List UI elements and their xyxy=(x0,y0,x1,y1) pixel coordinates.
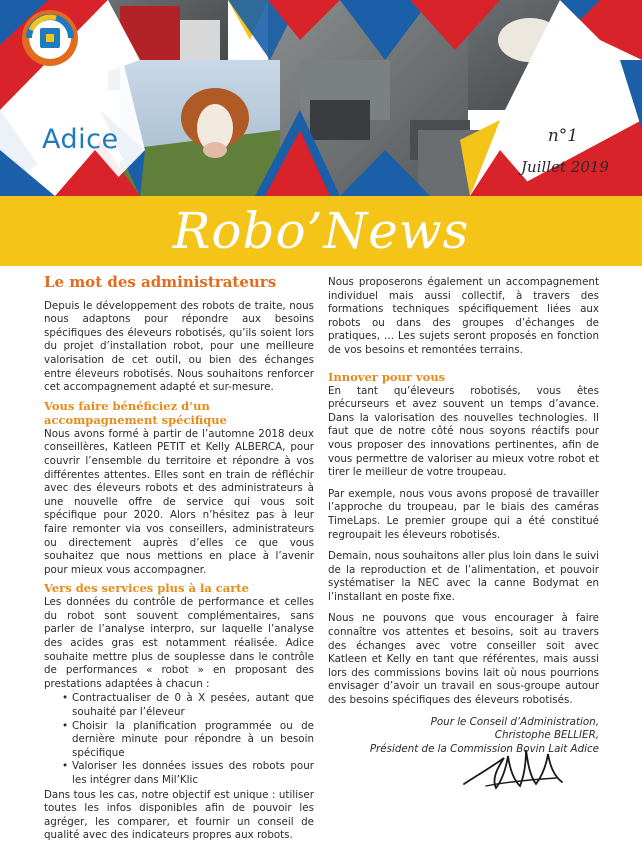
page-title: Le mot des administrateurs xyxy=(44,273,277,291)
closing-paragraph: Dans tous les cas, notre objectif est unique : utiliser toutes les infos disponibles afin de pouvoir les agréger, les comparer, et fournir un conseil de qualité avec des indicateurs propres aux robots. xyxy=(44,788,314,842)
right-column xyxy=(328,276,599,756)
logo-wordmark: Adice xyxy=(42,124,119,155)
intro-paragraph: Depuis le développement des robots de traite, nous nous adaptons pour répondre aux besoins spécifiques des éleveurs robotisés, qu’ils soient lors du projet d’installation robot, pour une meilleure valorisation de cet outil, ou bien des échanges entre éleveurs robotisés. Nous souhaitons renforcer cet accompagnement adapté et sur-mesure. xyxy=(44,299,314,394)
issue-date: Juillet 2019 xyxy=(521,158,609,176)
accompaniment-paragraph: Nous avons formé à partir de l’automne 2018 deux conseillères, Katleen PETIT et Kelly ALBERCA, pour couvrir l’ensemble du territoire et répondre à vos différentes attentes. Elles sont en train de réfléchir avec des éleveurs robots et des administrateurs à une nouvelle offre de service qui vous soit spécifique pour 2020. Alors n’hésitez pas à leur faire remonter via vos conseillers, administrateurs ou directement auprès d’elles ce que vous souhaitez que nous mettions en place à l’avenir pour mieux vous accompagner. xyxy=(44,427,314,576)
signature-role: Président de la Commission Bovin Lait Adice xyxy=(369,742,599,755)
photo-cow-field xyxy=(120,60,280,196)
encouragement-paragraph: Nous ne pouvons que vous encourager à faire connaître vos attentes et besoins, soit au travers des échanges avec votre conseiller soit avec Katleen et Kelly en tant que référentes, mais aussi lors des commissions bovins lait où nous pourrions envisager d’avoir un travail en sous-groupe autour des besoins spécifiques des éleveurs robotisés. xyxy=(328,612,599,707)
header-mosaic xyxy=(0,0,642,196)
newsletter-title: Robo’News xyxy=(172,202,470,260)
section-title-accompaniment: Vous faire bénéficiez d’un accompagnement spécifique xyxy=(44,398,227,427)
services-list xyxy=(44,692,314,787)
section-title-innovation: Innover pour vous xyxy=(328,369,446,384)
innovation-paragraph: En tant qu’éleveurs robotisés, vous êtes précurseurs et avez souvent un temps d’avance. Dans la valorisation des nouvelles technologies. Il faut que de notre côté nous soyons réactifs pour vous proposer des innovations pertinentes, afin de vous permettre de valoriser au mieux votre robot et tirer le meilleur de votre troupeau. xyxy=(328,384,599,479)
title-banner xyxy=(0,196,642,266)
issue-number: n°1 xyxy=(547,126,579,146)
adice-logo-icon xyxy=(0,0,100,100)
list-item: • Valoriser les données issues des robots pour les intégrer dans Mil’Klic xyxy=(44,760,314,787)
list-item: • Contractualiser de 0 à X pesées, autant que souhaité par l’éleveur xyxy=(44,692,314,719)
signature-line: Pour le Conseil d’Administration, xyxy=(430,715,599,728)
training-paragraph: Nous proposerons également un accompagnement individuel mais aussi collectif, à travers des formations techniques spécifiquement liées aux robots ou dans des groupes d’échanges de pratiques, … Les sujets seront proposés en fonction de vos besoins et remontées terrains. xyxy=(328,276,599,356)
timelaps-paragraph: Par exemple, nous vous avons proposé de travailler l’approche du troupeau, par le biais des caméras TimeLaps. Le premier groupe qui a été constitué regroupait les éleveurs robotisés. xyxy=(328,487,599,541)
left-column xyxy=(44,273,314,843)
handwritten-signature xyxy=(456,736,576,796)
signature-name: Christophe BELLIER, xyxy=(494,729,599,742)
services-paragraph: Les données du contrôle de performance et celles du robot sont souvent complémentaires, sans parler de l’analyse interpro, sur laquelle l’analyse des acides gras est notamment réalisée. Adice souhaite mettre plus de souplesse dans le contrôle de performances « robot » en proposant des prestations adaptées à chacun : xyxy=(44,596,314,690)
section-title-services: Vers des services plus à la carte xyxy=(44,581,249,596)
reproduction-paragraph: Demain, nous souhaitons aller plus loin dans le suivi de la reproduction et de l’alimentation, et pouvoir systématiser la NEC avec la canne Bodymat en l’installant en poste fixe. xyxy=(328,550,599,603)
list-item: • Choisir la planification programmée ou de dernière minute pour répondre à un besoin spécifique xyxy=(44,720,314,761)
